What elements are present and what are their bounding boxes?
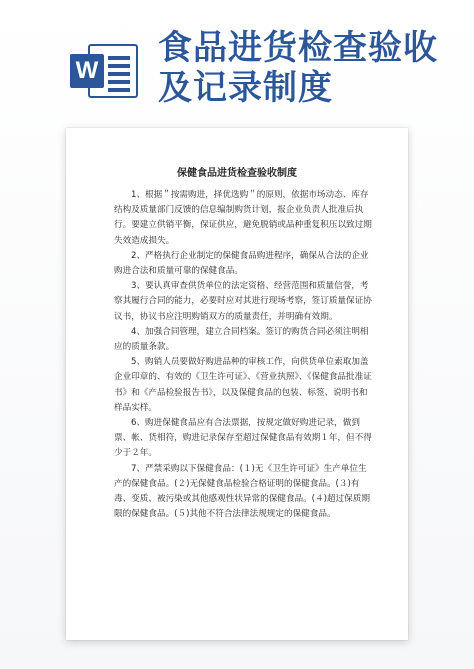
paragraph-1: 1、根据＂按需购进，择优选购＂的原则，依据市场动态、库存结构及质量部门反馈的信息编制购货计划，报企业负责人批准后执行。要建立供销平衡，保证供应，避免脱销或品种重复积压以致过期失效造成损失。 xyxy=(114,190,372,246)
headline-line-1: 食品进货检查验收 xyxy=(158,28,438,68)
paragraph-6: 6、购进保健食品应有合法票据，按规定做好购进记录，做到票、帐、货相符，购进记录保存至超过保健食品有效期１年，但不得少于２年。 xyxy=(114,418,372,459)
paragraph-3: 3、要认真审查供货单位的法定资格、经营范围和质量信誉，考察其履行合同的能力，必要时应对其进行现场考察，签订质量保证协议书，协议书应注明购销双方的质量责任，并明确有效期。 xyxy=(114,281,372,322)
document-title: 保健食品进货检查验收制度 xyxy=(177,168,297,179)
document-body xyxy=(114,188,372,522)
headline-line-2: 及记录制度 xyxy=(158,68,333,108)
word-letter-badge: W xyxy=(70,54,104,88)
paragraph-2: 2、严格执行企业制定的保健食品购进程序，确保从合法的企业购进合法和质量可靠的保健食品。 xyxy=(114,250,369,277)
paragraph-7: 7、严禁采购以下保健食品：(１)无《卫生许可证》生产单位生产的保健食品。(２)无保健食品检验合格证明的保健食品。(３)有毒、变质、被污染或其他感观性状异常的保健食品。(４)超过保质期限的保健食品。(５)其他不符合法律法规规定的保健食品。 xyxy=(114,463,370,520)
word-document-icon xyxy=(70,40,142,102)
paragraph-4: 4、加强合同管理，建立合同档案。签订的购货合同必须注明相应的质量条款。 xyxy=(114,326,369,353)
paragraph-5: 5、购销人员要做好购进品种的审核工作，向供货单位索取加盖企业印章的、有效的《卫生许可证》、《营业执照》、《保健食品批准证书》和《产品检验报告书》，以及保健食品的包装、标签、说明书和样品实样。 xyxy=(114,357,372,413)
page-headline xyxy=(158,28,458,108)
document-page xyxy=(66,128,408,640)
